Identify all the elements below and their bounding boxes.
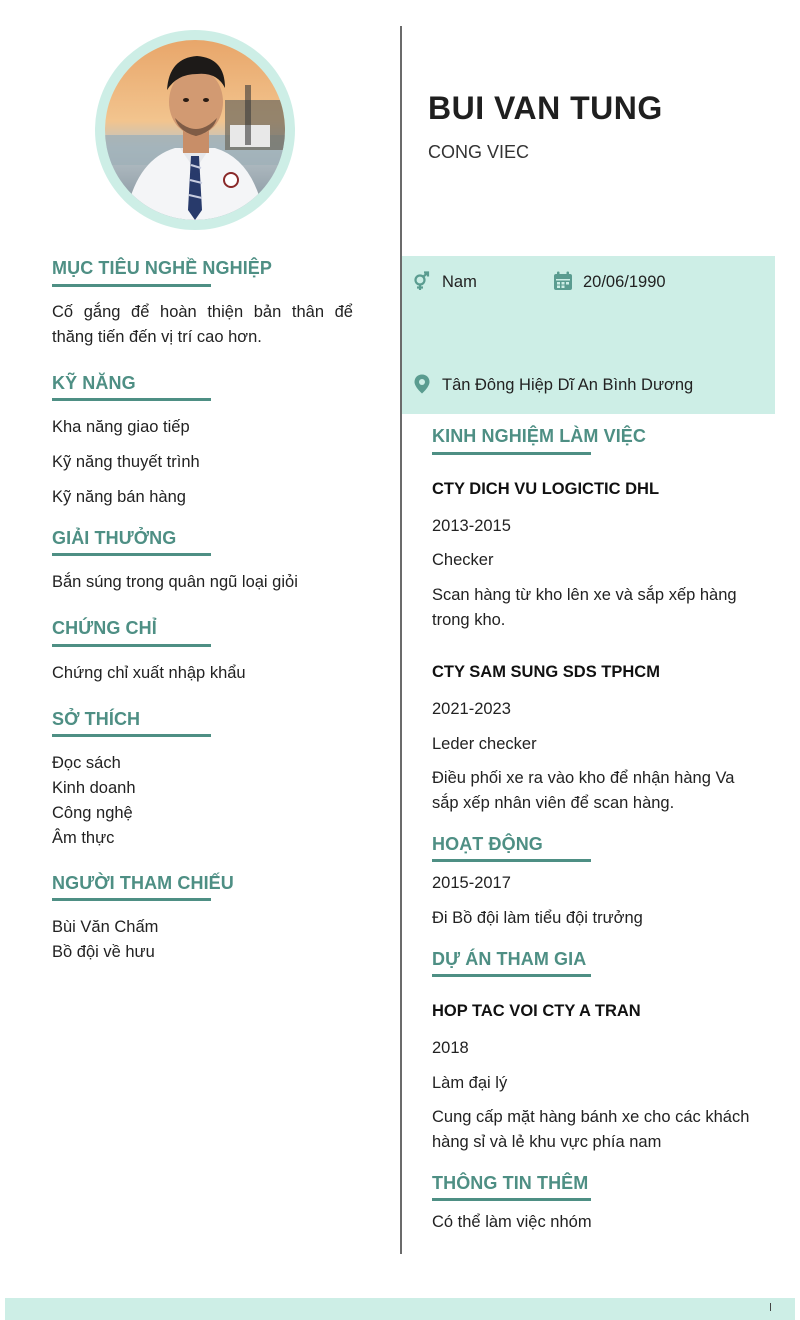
certificates-title: CHỨNG CHỈ [52, 618, 157, 638]
job-title: CONG VIEC [428, 142, 530, 162]
avatar [105, 40, 285, 220]
hobby-item: Đọc sách [52, 754, 121, 772]
awards-title: GIẢI THƯỞNG [52, 528, 177, 548]
project-role: Làm đại lý [432, 1074, 508, 1092]
company-name: CTY DICH VU LOGICTIC DHL [432, 480, 660, 498]
hobby-item: Công nghệ [52, 804, 133, 822]
address-value: Tân Đông Hiệp Dĩ An Bình Dương [442, 376, 694, 394]
section-underline [52, 898, 211, 901]
avatar-photo [105, 40, 285, 220]
award-item: Bắn súng trong quân ngũ loại giỏi [52, 573, 298, 591]
gender-icon [412, 271, 432, 291]
certificate-item: Chứng chỉ xuất nhập khẩu [52, 664, 246, 682]
calendar-icon [553, 271, 573, 291]
section-underline [432, 859, 591, 862]
company-name: CTY SAM SUNG SDS TPHCM [432, 663, 660, 681]
skill-item: Kỹ năng thuyết trình [52, 453, 200, 471]
skill-item: Kha năng giao tiếp [52, 418, 190, 436]
hobby-item: Âm thực [52, 829, 115, 847]
activities-title: HOẠT ĐỘNG [432, 834, 543, 854]
section-underline [52, 553, 211, 556]
project-year: 2018 [432, 1039, 469, 1057]
work-period: 2013-2015 [432, 517, 511, 535]
work-description: Điều phối xe ra vào kho để nhận hàng Va sắp xếp nhân viên để scan hàng. [432, 769, 735, 812]
reference-item: Bùi Văn Chấm [52, 918, 159, 936]
references-title: NGƯỜI THAM CHIẾU [52, 873, 234, 893]
career-goal-text: Cố gắng để hoàn thiện bản thân để thăng tiến đến vị trí cao hơn. [52, 303, 353, 346]
reference-item: Bồ đội về hưu [52, 943, 155, 961]
projects-title: DỰ ÁN THAM GIA [432, 949, 587, 969]
avatar-frame [95, 30, 295, 230]
skill-item: Kỹ năng bán hàng [52, 488, 186, 506]
section-underline [432, 1198, 591, 1201]
hobbies-title: SỞ THÍCH [52, 709, 141, 729]
activity-period: 2015-2017 [432, 874, 511, 892]
career-goal-title: MỤC TIÊU NGHỀ NGHIỆP [52, 258, 273, 278]
experience-title: KINH NGHIỆM LÀM VIỆC [432, 426, 647, 446]
footer-mark [770, 1303, 771, 1311]
work-description: Scan hàng từ kho lên xe và sắp xếp hàng trong kho. [432, 586, 737, 629]
birthdate-value: 20/06/1990 [583, 273, 666, 291]
extra-info-text: Có thể làm việc nhóm [432, 1213, 592, 1231]
candidate-name: BUI VAN TUNG [428, 90, 663, 126]
project-name: HOP TAC VOI CTY A TRAN [432, 1002, 641, 1020]
work-period: 2021-2023 [432, 700, 511, 718]
section-underline [432, 974, 591, 977]
personal-info-panel [402, 256, 775, 414]
gender-value: Nam [442, 273, 477, 291]
work-role: Leder checker [432, 735, 537, 753]
hobby-list [52, 751, 136, 851]
skills-title: KỸ NĂNG [52, 373, 136, 393]
project-description: Cung cấp mặt hàng bánh xe cho các khách hàng sỉ và lẻ khu vực phía nam [432, 1108, 750, 1151]
work-role: Checker [432, 551, 494, 569]
section-underline [432, 452, 591, 455]
section-underline [52, 644, 211, 647]
extra-info-title: THÔNG TIN THÊM [432, 1173, 589, 1193]
location-pin-icon [412, 374, 432, 394]
footer-bar [5, 1298, 795, 1320]
section-underline [52, 398, 211, 401]
hobby-item: Kinh doanh [52, 779, 136, 797]
reference-list [52, 915, 158, 965]
section-underline [52, 284, 211, 287]
column-divider [400, 26, 402, 1254]
activity-description: Đi Bồ đội làm tiểu đội trưởng [432, 909, 643, 927]
section-underline [52, 734, 211, 737]
